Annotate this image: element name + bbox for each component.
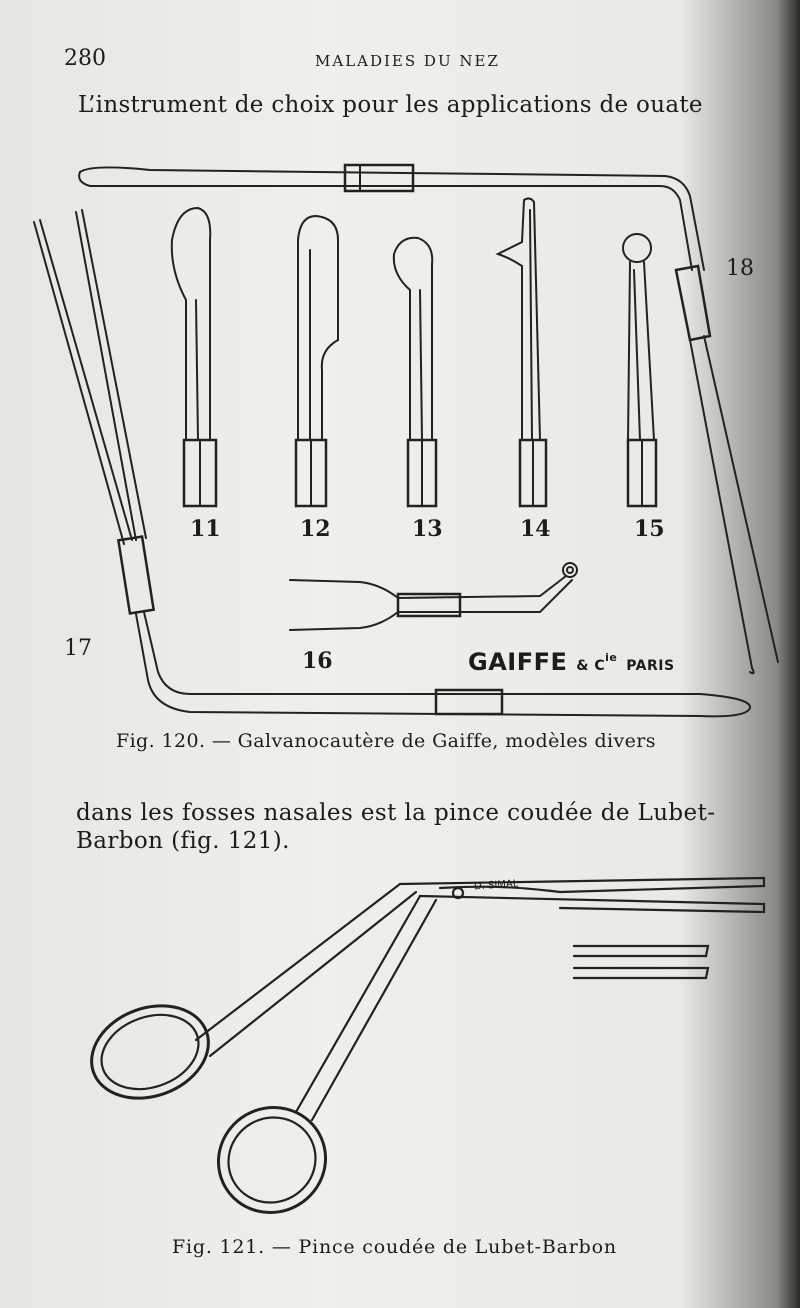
running-head: MALADIES DU NEZ [315, 52, 500, 70]
page-number: 280 [64, 46, 106, 71]
maker-amp: & C [576, 658, 606, 674]
figure-120-caption: Fig. 120. — Galvanocautère de Gaiffe, modèles divers [116, 730, 656, 752]
instrument-label-17: 17 [64, 636, 92, 661]
instrument-label-18: 18 [726, 256, 754, 281]
maker-name: GAIFFE [468, 648, 568, 676]
paragraph-text: dans les fosses nasales est la pince coudée de Lubet- [76, 800, 716, 826]
maker-sup: ie [605, 651, 618, 664]
instrument-label-14: 14 [520, 516, 551, 542]
figure-121-caption: Fig. 121. — Pince coudée de Lubet-Barbon [172, 1236, 617, 1258]
instrument-label-13: 13 [412, 516, 443, 542]
engraved-mark: D. SIMAL [473, 878, 519, 893]
instrument-label-12: 12 [300, 516, 331, 542]
instrument-label-11: 11 [190, 516, 221, 542]
paragraph-text: Barbon (fig. 121). [76, 828, 290, 854]
paragraph-text: L’instrument de choix pour les applications de ouate [78, 92, 703, 118]
maker-city: PARIS [626, 658, 675, 674]
instrument-label-16: 16 [302, 648, 333, 674]
instrument-label-15: 15 [634, 516, 665, 542]
